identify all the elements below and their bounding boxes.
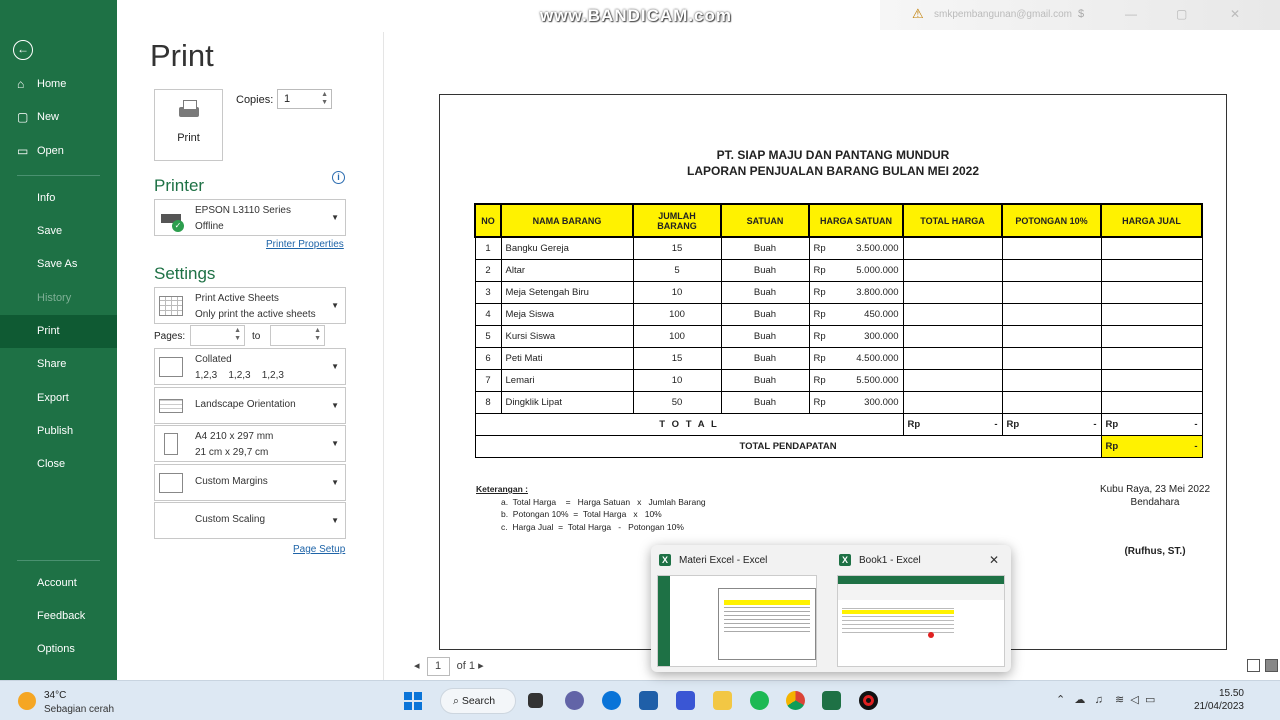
maximize-icon[interactable]: ▢ <box>1176 7 1188 21</box>
show-margins-icon[interactable] <box>1247 659 1260 672</box>
table-cell: Rp 4.500.000 <box>809 347 903 369</box>
sidebar-item-feedback[interactable]: Feedback <box>37 610 86 622</box>
table-cell: Buah <box>721 303 809 325</box>
task-view-icon[interactable] <box>528 693 543 708</box>
pages-label: Pages: <box>154 331 186 342</box>
prev-page-icon[interactable]: ◂ <box>414 660 420 672</box>
table-cell <box>1101 391 1202 413</box>
margins-icon <box>159 473 183 493</box>
table-row <box>475 259 1202 281</box>
total-jual-cell: Rp - <box>1101 413 1202 435</box>
windows-taskbar: 34°C Sebagian cerah ⌕ Search ⌃ ☁ ♫ ≋ ◁ ▭ 15.50 21/04/2023 <box>0 680 1280 720</box>
search-icon: ⌕ <box>453 695 462 707</box>
sidebar-item-save-as[interactable]: Save As <box>37 258 78 270</box>
signer-name: (Rufhus, ST.) <box>1124 546 1186 557</box>
table-cell: Rp 3.800.000 <box>809 281 903 303</box>
info-icon[interactable]: i <box>332 171 345 184</box>
landscape-icon <box>159 399 183 413</box>
windows-start-icon[interactable] <box>404 692 422 710</box>
taskbar-search[interactable]: ⌕ Search <box>440 688 516 714</box>
teams-chat-icon[interactable] <box>565 691 584 710</box>
signature-block: Kubu Raya, 23 Mei 2022 Bendahara <box>1099 484 1211 508</box>
table-cell: 8 <box>475 391 501 413</box>
header-cell: NO <box>475 204 501 237</box>
pages-to-label: to <box>252 331 261 342</box>
app-icon[interactable] <box>676 691 695 710</box>
paper-size-dropdown[interactable]: A4 210 x 297 mm 21 cm x 29,7 cm ▼ <box>154 425 346 462</box>
chevron-down-icon: ▼ <box>331 439 339 448</box>
pages-from-spinner-icon[interactable]: ▲ ▼ <box>234 327 241 342</box>
sheet-icon <box>159 296 183 316</box>
copies-label: Copies: <box>236 94 274 106</box>
printer-dropdown[interactable] <box>154 199 346 236</box>
sidebar-item-publish[interactable]: Publish <box>37 425 74 437</box>
table-cell: Buah <box>721 347 809 369</box>
table-cell: Meja Setengah Biru <box>501 281 633 303</box>
back-arrow-icon[interactable]: ← <box>13 40 33 60</box>
account-email[interactable]: smkpembangunan@gmail.com <box>934 9 1072 20</box>
copies-spinner-icon[interactable]: ▲ ▼ <box>321 91 328 106</box>
table-cell <box>903 237 1002 259</box>
report-subtitle: LAPORAN PENJUALAN BARANG BULAN MEI 2022 <box>686 164 980 178</box>
settings-section-header: Settings <box>154 264 216 283</box>
spotify-icon[interactable] <box>750 691 769 710</box>
header-cell: HARGA JUAL <box>1101 204 1202 237</box>
table-cell <box>1101 303 1202 325</box>
excel-taskbar-icon[interactable] <box>822 691 841 710</box>
close-icon[interactable]: ✕ <box>989 553 1000 567</box>
header-cell: POTONGAN 10% <box>1002 204 1101 237</box>
sidebar-item-new[interactable]: ▢ New <box>0 101 117 134</box>
table-cell <box>1002 391 1101 413</box>
table-header-row <box>475 204 1202 237</box>
sidebar-item-export[interactable]: Export <box>37 392 69 404</box>
bandicam-watermark: www.BANDICAM.com <box>540 6 732 25</box>
sidebar-item-account[interactable]: Account <box>37 577 77 589</box>
table-cell <box>1101 259 1202 281</box>
margins-dropdown[interactable]: Custom Margins ▼ <box>154 464 346 501</box>
table-cell: 5 <box>633 259 721 281</box>
pages-from-input[interactable] <box>190 325 245 346</box>
home-icon: ⌂ <box>17 77 25 91</box>
title-bar-right <box>880 0 1280 30</box>
table-cell: Rp 450.000 <box>809 303 903 325</box>
window-thumbnail-book1[interactable] <box>837 575 1005 667</box>
table-cell: Peti Mati <box>501 347 633 369</box>
page-setup-link[interactable]: Page Setup <box>293 544 346 555</box>
table-cell: 100 <box>633 303 721 325</box>
report-notes: Keterangan : a. Total Harga = Harga Satuan x Jumlah Barang b. Potongan 10% = Total Harga x 10% c. Harga Jual = Total Harga - Potongan 10% <box>476 484 706 532</box>
table-cell: 5 <box>475 325 501 347</box>
printer-section-header: Printer <box>154 176 205 195</box>
header-cell: NAMA BARANG <box>501 204 633 237</box>
sidebar-item-print[interactable]: Print <box>0 315 117 348</box>
header-cell: HARGA SATUAN <box>809 204 903 237</box>
table-cell: Rp 5.000.000 <box>809 259 903 281</box>
table-row <box>475 391 1202 413</box>
table-cell <box>1002 237 1101 259</box>
pages-to-input[interactable] <box>270 325 325 346</box>
folder-icon: ▭ <box>17 144 29 158</box>
close-window-icon[interactable]: ✕ <box>1230 7 1241 21</box>
table-cell <box>1002 369 1101 391</box>
header-cell: TOTAL HARGA <box>903 204 1002 237</box>
print-button-label: Print <box>177 132 200 144</box>
printer-properties-link[interactable]: Printer Properties <box>266 239 344 250</box>
pendapatan-row <box>475 435 1202 457</box>
window-preview-title[interactable]: X Materi Excel - Excel <box>659 554 767 566</box>
chevron-down-icon: ▼ <box>331 478 339 487</box>
table-row <box>475 347 1202 369</box>
chevron-down-icon: ▼ <box>331 516 339 525</box>
table-cell <box>1101 281 1202 303</box>
table-cell: 1 <box>475 237 501 259</box>
table-cell: Lemari <box>501 369 633 391</box>
table-cell: Buah <box>721 369 809 391</box>
speaker-icon[interactable]: ◁ <box>1130 694 1139 706</box>
print-scope-dropdown[interactable]: Print Active Sheets Only print the active sheets ▼ <box>154 287 346 324</box>
total-label: T O T A L <box>475 413 903 435</box>
page-title: Print <box>150 38 214 73</box>
page-navigator <box>414 657 484 676</box>
printer-status: Offline <box>195 221 224 232</box>
table-cell: Rp 300.000 <box>809 391 903 413</box>
sidebar-item-save[interactable]: Save <box>37 225 63 237</box>
table-cell: Buah <box>721 281 809 303</box>
chevron-down-icon: ▼ <box>331 401 339 410</box>
dollar-icon[interactable]: $ <box>1078 8 1085 20</box>
chevron-down-icon: ▼ <box>331 213 339 222</box>
wifi-icon[interactable]: ≋ <box>1115 694 1125 706</box>
table-cell <box>903 391 1002 413</box>
table-cell: 10 <box>633 281 721 303</box>
table-cell: 4 <box>475 303 501 325</box>
sidebar-item-home[interactable]: ⌂ Home <box>0 68 117 101</box>
table-cell: Buah <box>721 391 809 413</box>
total-harga-cell: Rp - <box>903 413 1002 435</box>
collate-dropdown[interactable]: Collated 1,2,3 1,2,3 1,2,3 ▼ <box>154 348 346 385</box>
backstage-sidebar <box>0 0 117 680</box>
table-cell <box>903 259 1002 281</box>
clock[interactable]: 15.50 21/04/2023 <box>1193 688 1244 712</box>
chevron-down-icon: ▼ <box>331 301 339 310</box>
table-row <box>475 369 1202 391</box>
table-cell: Rp 5.500.000 <box>809 369 903 391</box>
table-cell: 50 <box>633 391 721 413</box>
table-cell: Buah <box>721 259 809 281</box>
sidebar-item-open[interactable]: ▭ Open <box>0 135 117 168</box>
header-cell: SATUAN <box>721 204 809 237</box>
table-cell <box>903 325 1002 347</box>
bandicam-icon[interactable] <box>859 691 878 710</box>
printer-name: EPSON L3110 Series <box>195 205 291 216</box>
sidebar-item-options[interactable]: Options <box>37 643 75 655</box>
chrome-icon[interactable] <box>786 691 805 710</box>
pages-to-spinner-icon[interactable]: ▲ ▼ <box>314 327 321 342</box>
weather-sun-icon <box>18 692 36 710</box>
preview-view-controls <box>1242 659 1278 675</box>
table-cell <box>1002 259 1101 281</box>
table-cell: Buah <box>721 237 809 259</box>
zoom-to-page-icon[interactable] <box>1265 659 1278 672</box>
table-cell <box>1101 237 1202 259</box>
total-row <box>475 413 1202 435</box>
scaling-dropdown[interactable]: Custom Scaling ▼ <box>154 502 346 539</box>
sidebar-item-share[interactable]: Share <box>37 358 67 370</box>
current-page-input[interactable]: 1 <box>427 657 450 676</box>
sidebar-divider <box>17 560 100 561</box>
table-cell: 3 <box>475 281 501 303</box>
show-hidden-icons[interactable]: ⌃ <box>1056 694 1066 706</box>
paper-icon <box>164 433 178 455</box>
table-cell: 15 <box>633 237 721 259</box>
table-cell: 15 <box>633 347 721 369</box>
table-cell: Rp 3.500.000 <box>809 237 903 259</box>
pendapatan-label: TOTAL PENDAPATAN <box>475 435 1101 457</box>
file-explorer-icon[interactable] <box>713 691 732 710</box>
table-cell <box>1002 325 1101 347</box>
printer-icon <box>177 100 201 120</box>
window-preview-title[interactable]: X Book1 - Excel <box>839 554 921 566</box>
battery-icon[interactable]: ▭ <box>1144 694 1156 706</box>
table-cell <box>1101 347 1202 369</box>
table-cell <box>1002 347 1101 369</box>
table-row <box>475 281 1202 303</box>
table-cell: 7 <box>475 369 501 391</box>
table-cell: Rp 300.000 <box>809 325 903 347</box>
mail-icon[interactable] <box>639 691 658 710</box>
table-cell: Dingklik Lipat <box>501 391 633 413</box>
copies-input[interactable]: 1 ▲ ▼ <box>277 89 332 109</box>
collated-icon <box>159 357 183 377</box>
table-row <box>475 237 1202 259</box>
table-row <box>475 303 1202 325</box>
table-cell: Kursi Siswa <box>501 325 633 347</box>
sidebar-item-history: History <box>37 292 72 304</box>
status-check-icon: ✓ <box>172 220 184 232</box>
report-company-title: PT. SIAP MAJU DAN PANTANG MUNDUR <box>716 148 950 162</box>
sidebar-item-info[interactable]: Info <box>37 192 56 204</box>
chevron-down-icon: ▼ <box>331 362 339 371</box>
table-cell <box>1002 281 1101 303</box>
table-cell <box>903 303 1002 325</box>
sidebar-divider <box>17 175 100 176</box>
cloud-icon[interactable]: ☁ <box>1074 694 1086 706</box>
microphone-icon[interactable]: ♫ <box>1094 694 1103 706</box>
warning-icon[interactable]: ⚠ <box>912 6 924 21</box>
table-body <box>475 237 1202 413</box>
table-row <box>475 325 1202 347</box>
orientation-dropdown[interactable]: Landscape Orientation ▼ <box>154 387 346 424</box>
sidebar-item-close[interactable]: Close <box>37 458 66 470</box>
table-cell: Buah <box>721 325 809 347</box>
page-count: of 1 <box>456 660 476 672</box>
table-cell: Altar <box>501 259 633 281</box>
excel-icon: X <box>659 554 671 566</box>
edge-icon[interactable] <box>602 691 621 710</box>
header-cell: JUMLAH BARANG <box>633 204 721 237</box>
table-cell <box>1101 325 1202 347</box>
sales-table <box>474 203 1203 458</box>
table-cell: 10 <box>633 369 721 391</box>
table-cell <box>903 281 1002 303</box>
table-cell: 100 <box>633 325 721 347</box>
next-page-icon[interactable]: ▸ <box>478 660 484 672</box>
table-cell <box>1002 303 1101 325</box>
excel-icon: X <box>839 554 851 566</box>
total-potongan-cell: Rp - <box>1002 413 1101 435</box>
print-button[interactable] <box>154 89 223 161</box>
table-cell: Bangku Gereja <box>501 237 633 259</box>
taskbar-preview-popup <box>651 545 1011 672</box>
system-tray <box>1056 693 1155 706</box>
window-thumbnail-materi[interactable] <box>657 575 817 667</box>
minimize-icon[interactable]: — <box>1125 7 1137 21</box>
table-cell <box>903 369 1002 391</box>
pendapatan-value-cell: Rp - <box>1101 435 1202 457</box>
table-cell: Meja Siswa <box>501 303 633 325</box>
table-cell: 2 <box>475 259 501 281</box>
table-cell <box>903 347 1002 369</box>
table-cell: 6 <box>475 347 501 369</box>
table-cell <box>1101 369 1202 391</box>
new-doc-icon: ▢ <box>17 110 29 124</box>
